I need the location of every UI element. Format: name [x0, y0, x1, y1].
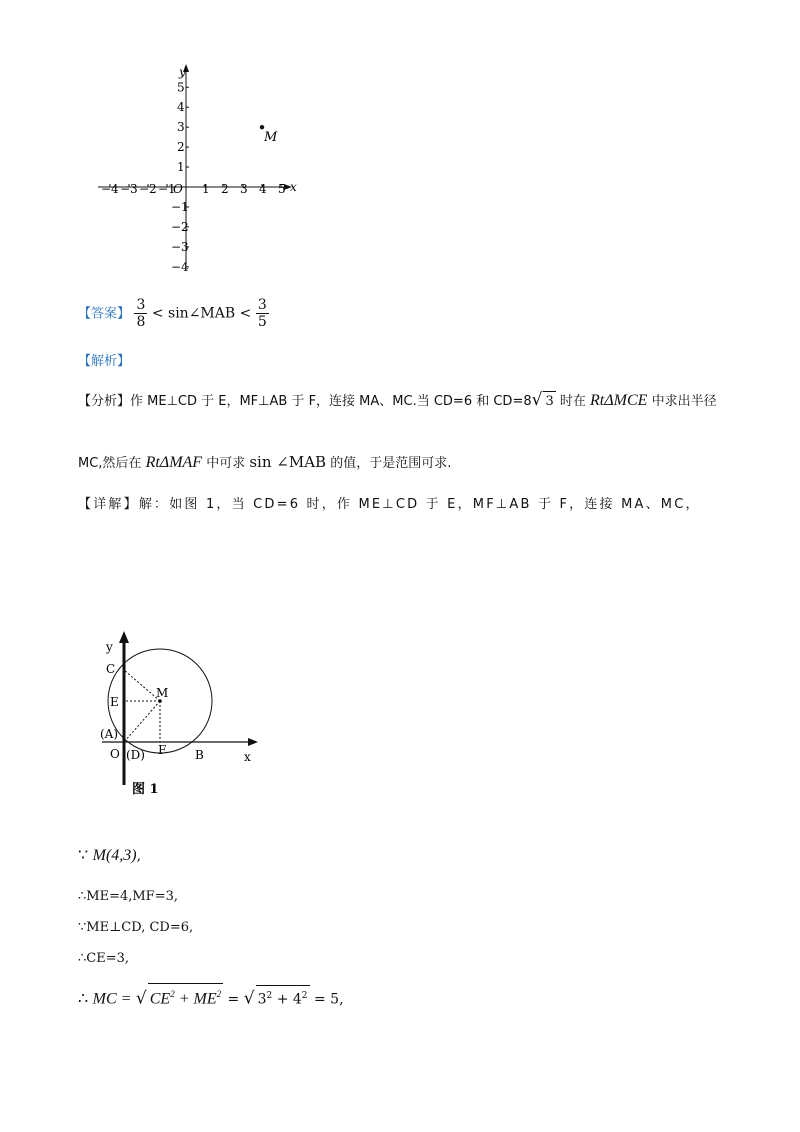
sqrt-symbol: √ — [531, 390, 543, 410]
label-c: C — [106, 662, 116, 676]
sin-expression: sin ∠MAB — [249, 453, 327, 471]
radical-ce-me: $CE^2 + ME^2$ — [148, 983, 223, 1009]
x-tick-label: 1 — [202, 182, 210, 196]
answer-tag: 【答案】 — [78, 306, 131, 322]
step-4: ∴CE=3, — [78, 951, 130, 966]
label-o: O — [110, 747, 120, 761]
x-tick-label: 5 — [278, 182, 286, 196]
step-3: ∵ME⊥CD, CD=6, — [78, 920, 194, 935]
triangle-mce: RtΔMCE — [590, 392, 648, 409]
origin-label: O — [173, 182, 183, 196]
x-tick-label: −4 — [101, 182, 119, 196]
y-tick-label: 5 — [177, 80, 185, 95]
step-2: ∴ME=4,MF=3, — [78, 889, 178, 904]
y-tick-label: 2 — [177, 140, 185, 155]
y-tick-label: 3 — [177, 120, 185, 135]
label-m: M — [156, 686, 169, 700]
point-m-label: M — [264, 130, 278, 146]
fenxi-line-1: 【分析】作 ME⊥CD 于 E，MF⊥AB 于 F，连接 MA、MC.当 CD=6 和 CD=8√ 3 时在 RtΔMCE 中求出半径 — [78, 390, 717, 410]
fenxi-tag: 【分析】 — [78, 394, 131, 409]
fraction-3-8: $\frac{3}{8}$ — [136, 297, 146, 330]
y-label: y — [106, 640, 113, 654]
fenxi-line-2: MC,然后在 RtΔMAF 中可求 sin ∠MAB 的值，于是范围可求. — [78, 453, 452, 471]
label-b: B — [195, 748, 204, 762]
analysis-tag: 【解析】 — [78, 354, 131, 369]
x-tick-label: 2 — [221, 182, 229, 196]
x-tick-label: 4 — [259, 182, 267, 196]
step-1: ∵ M(4,3), — [78, 845, 142, 864]
fraction-3-5: $\frac{3}{5}$ — [257, 297, 267, 330]
y-tick-label: 4 — [177, 100, 185, 115]
detail-tag: 【详解】 — [78, 497, 139, 512]
radical-3-4: $3^2 + 4^2$ — [256, 985, 310, 1010]
label-e: E — [110, 695, 119, 709]
answer-line — [78, 297, 269, 330]
x-tick-label: −3 — [120, 182, 138, 196]
detail-line: 【详解】解：如图 1，当 CD=6 时，作 ME⊥CD 于 E，MF⊥AB 于 F，连接 MA、MC， — [78, 497, 701, 512]
label-a: (A) — [100, 727, 119, 741]
answer-middle: < sin∠MAB < — [151, 305, 252, 322]
y-axis-label: y — [179, 65, 186, 79]
step-5: ∴ MC = √ $CE^2 + ME^2$ = √ $3^2 + 4^2 = 5$, — [78, 983, 344, 1009]
x-axis-label: x — [290, 180, 297, 194]
x-tick-label: 3 — [240, 182, 248, 196]
y-tick-label: −4 — [171, 259, 189, 274]
x-tick-label: −2 — [139, 182, 157, 196]
y-tick-label: −1 — [171, 199, 189, 214]
x-tick-label: −1 — [158, 182, 176, 196]
circle-figure — [92, 625, 272, 800]
y-tick-label: −3 — [171, 239, 189, 254]
point-m — [260, 125, 264, 129]
figure-caption: 图 1 — [132, 782, 159, 797]
label-f: F — [158, 743, 167, 757]
label-d: (D) — [126, 748, 145, 762]
y-tick-label: 1 — [177, 160, 185, 175]
coordinate-figure — [80, 60, 320, 275]
axis-ticks — [101, 80, 286, 274]
x-label: x — [244, 750, 251, 764]
y-tick-label: −2 — [171, 219, 189, 234]
triangle-maf: RtΔMAF — [145, 454, 203, 471]
